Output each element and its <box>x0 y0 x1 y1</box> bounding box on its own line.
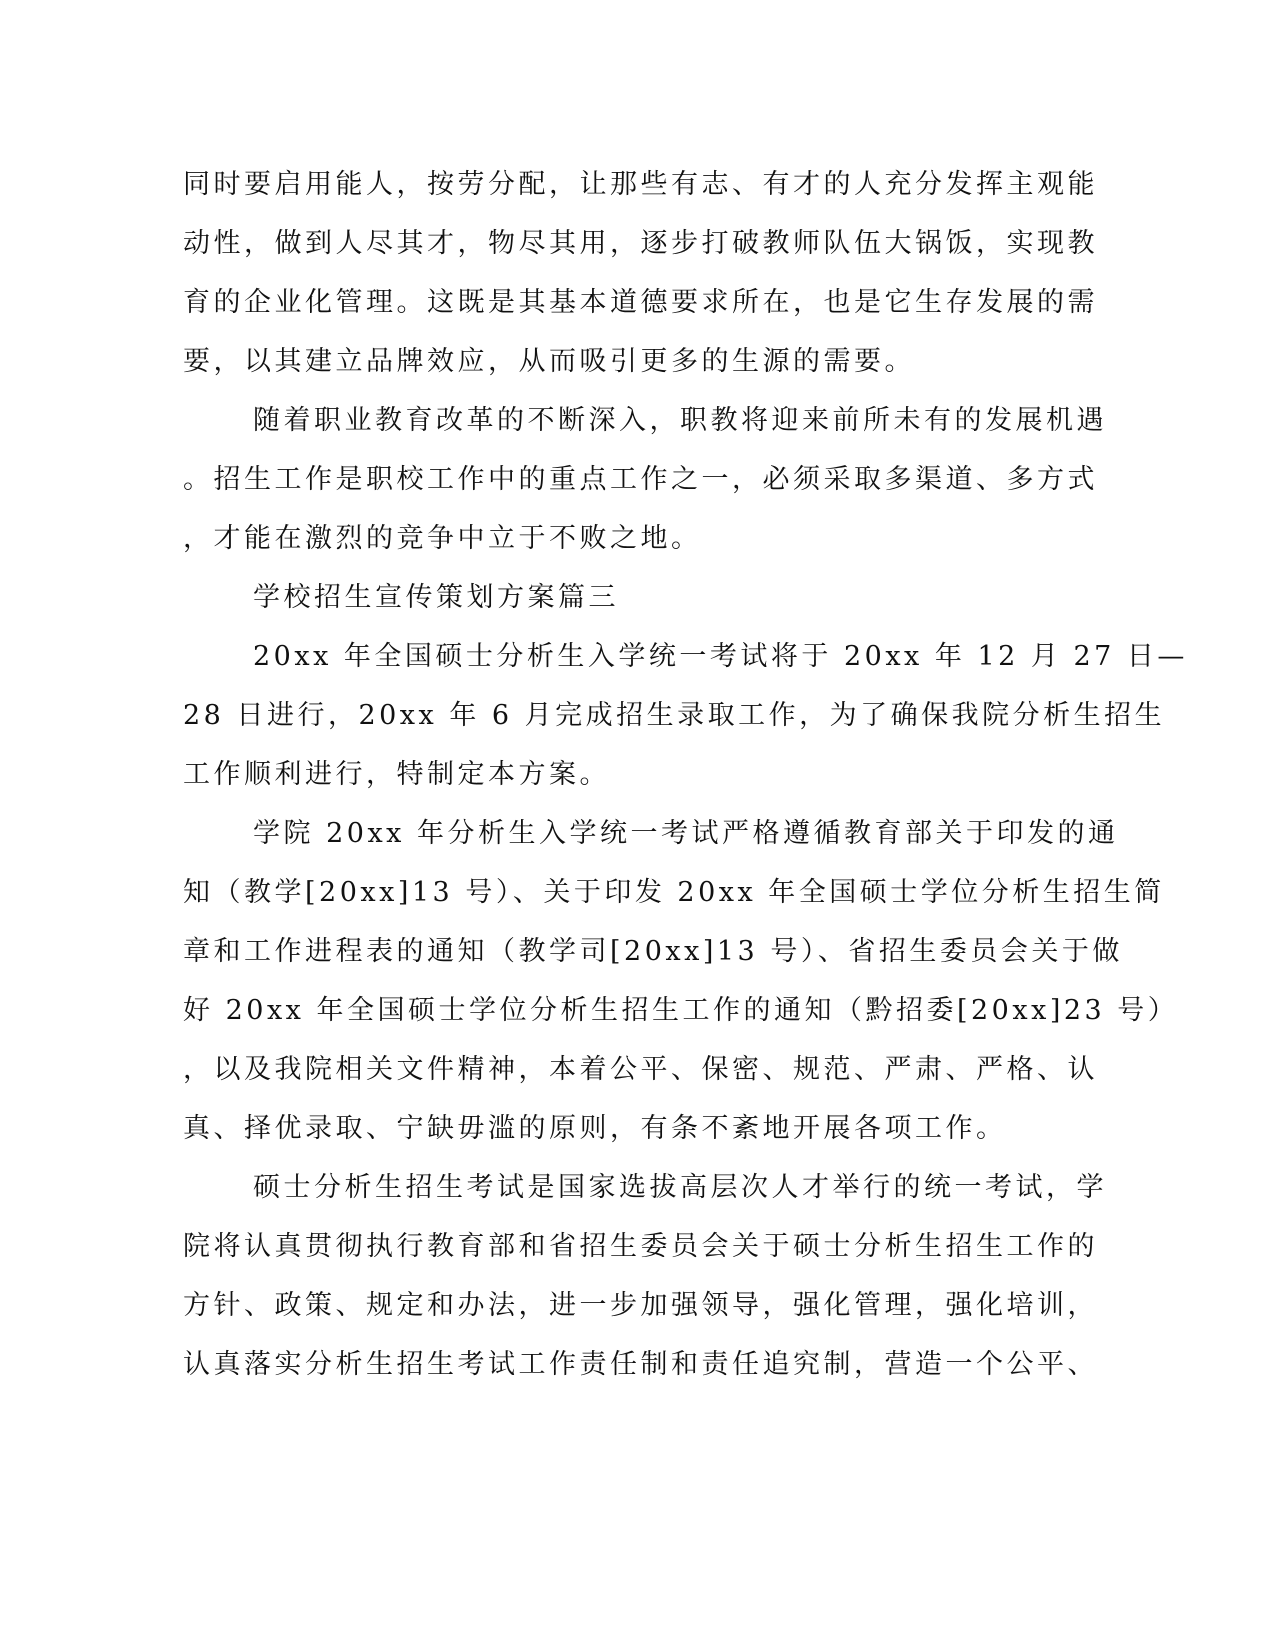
text-line: 硕士分析生招生考试是国家选拔高层次人才举行的统一考试，学 <box>253 1172 1107 1203</box>
text-line: 真、择优录取、宁缺毋滥的原则，有条不紊地开展各项工作。 <box>183 1113 1007 1144</box>
text-line: 方针、政策、规定和办法，进一步加强领导，强化管理，强化培训， <box>183 1290 1098 1321</box>
text-line: 学院 20xx 年分析生入学统一考试严格遵循教育部关于印发的通 <box>253 818 1119 849</box>
text-line: 20xx 年全国硕士分析生入学统一考试将于 20xx 年 12 月 27 日— <box>253 641 1188 672</box>
document-body <box>183 155 1188 1394</box>
text-line: 。招生工作是职校工作中的重点工作之一，必须采取多渠道、多方式 <box>183 464 1098 495</box>
text-line: 认真落实分析生招生考试工作责任制和责任追究制，营造一个公平、 <box>183 1349 1098 1380</box>
text-line: 28 日进行，20xx 年 6 月完成招生录取工作，为了确保我院分析生招生 <box>183 700 1166 731</box>
text-line: 育的企业化管理。这既是其基本道德要求所在，也是它生存发展的需 <box>183 287 1098 318</box>
section-heading: 学校招生宣传策划方案篇三 <box>253 582 619 613</box>
text-line: ，以及我院相关文件精神，本着公平、保密、规范、严肃、严格、认 <box>183 1054 1098 1085</box>
text-line: 院将认真贯彻执行教育部和省招生委员会关于硕士分析生招生工作的 <box>183 1231 1098 1262</box>
text-line: 同时要启用能人，按劳分配，让那些有志、有才的人充分发挥主观能 <box>183 169 1098 200</box>
text-line: 章和工作进程表的通知（教学司[20xx]13 号）、省招生委员会关于做 <box>183 936 1123 967</box>
text-line: 动性，做到人尽其才，物尽其用，逐步打破教师队伍大锅饭，实现教 <box>183 228 1098 259</box>
text-line: 工作顺利进行，特制定本方案。 <box>183 759 610 790</box>
text-line: ，才能在激烈的竞争中立于不败之地。 <box>183 523 702 554</box>
text-line: 要，以其建立品牌效应，从而吸引更多的生源的需要。 <box>183 346 915 377</box>
text-line: 随着职业教育改革的不断深入，职教将迎来前所未有的发展机遇 <box>253 405 1107 436</box>
text-line: 好 20xx 年全国硕士学位分析生招生工作的通知（黔招委[20xx]23 号） <box>183 995 1179 1026</box>
text-line: 知（教学[20xx]13 号）、关于印发 20xx 年全国硕士学位分析生招生简 <box>183 877 1165 908</box>
